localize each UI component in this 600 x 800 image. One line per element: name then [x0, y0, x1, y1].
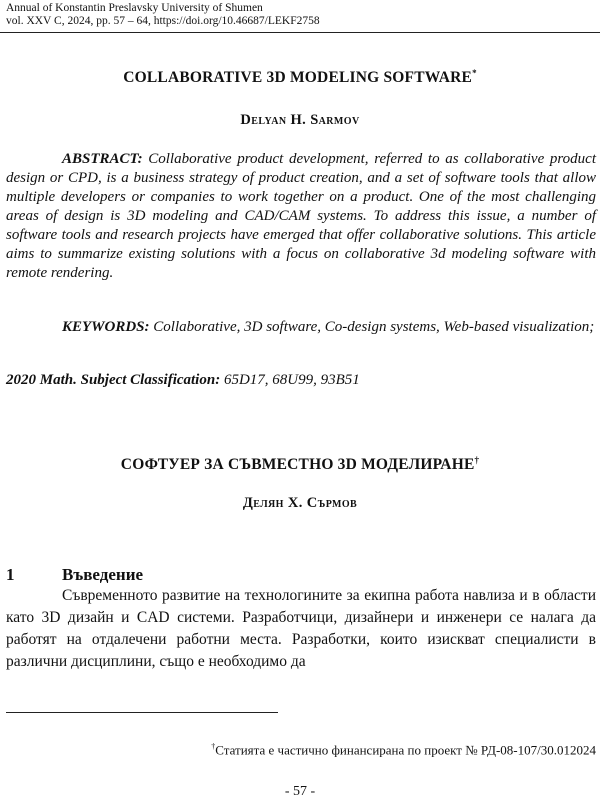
- title-footnote-mark-en: *: [472, 68, 477, 78]
- keywords-text: Collaborative, 3D software, Co-design systems, Web-based visualization;: [153, 319, 595, 335]
- journal-header: [6, 2, 320, 28]
- page-number: - 57 -: [284, 784, 316, 799]
- section-heading: [6, 565, 143, 585]
- section-number: 1: [6, 565, 15, 584]
- author-bg: Делян Х. Сърмов: [242, 495, 358, 511]
- abstract-text: Collaborative product development, referred to as collaborative product design or CPD, is a business strategy of product creation, and a set of software tools that allow multiple developers or companies to work together on a product. One of the most challenging areas of design is 3D modeling and CAD/CAM systems. To address this issue, a number of software tools and research projects have emerged that offer collaborative solutions. This article aims to summarize existing solutions with a focus on collaborative 3d modeling software with remote rendering.: [6, 151, 596, 281]
- msc-text: 65D17, 68U99, 93B51: [223, 372, 360, 388]
- paper-title-en: [0, 68, 600, 87]
- section-title: Въведение: [62, 565, 144, 584]
- msc-label: 2020 Math. Subject Classification:: [6, 372, 221, 388]
- body-paragraph: Съвременното развитие на технологините за екипна работа навлиза и в области като 3D дизайн и CAD системи. Разработчици, дизайнери и инженери се налага да работят на отдалечени работни места. Разработки, които изискват специалисти в различни дисциплини, също е необходимо да: [6, 587, 596, 670]
- journal-name: Annual of Konstantin Preslavsky University of Shumen: [6, 2, 263, 14]
- abstract: [6, 150, 596, 283]
- abstract-label: ABSTRACT:: [62, 151, 143, 167]
- section-body: [6, 585, 596, 673]
- keywords: [6, 318, 596, 337]
- keywords-label: KEYWORDS:: [62, 319, 150, 335]
- paper-title-en-text: COLLABORATIVE 3D MODELING SOFTWARE: [123, 69, 473, 87]
- title-footnote-mark-bg: †: [474, 455, 480, 465]
- journal-citation: vol. XXV C, 2024, pp. 57 – 64, https://doi.org/10.46687/LEKF2758: [6, 15, 320, 27]
- author-en: Delyan H. Sarmov: [240, 112, 360, 128]
- footnote-text: Статията е частично финансирана по проект № РД-08-107/30.012024: [215, 742, 596, 758]
- paper-title-bg-text: СОФТУЕР ЗА СЪВМЕСТНО 3D МОДЕЛИРАНЕ: [120, 456, 475, 474]
- subject-classification: [6, 372, 596, 389]
- footnote-mark: †: [211, 742, 216, 751]
- header-rule: [0, 32, 600, 33]
- footnote: [211, 742, 596, 758]
- footnote-rule: [6, 712, 278, 713]
- paper-title-bg: [0, 455, 600, 474]
